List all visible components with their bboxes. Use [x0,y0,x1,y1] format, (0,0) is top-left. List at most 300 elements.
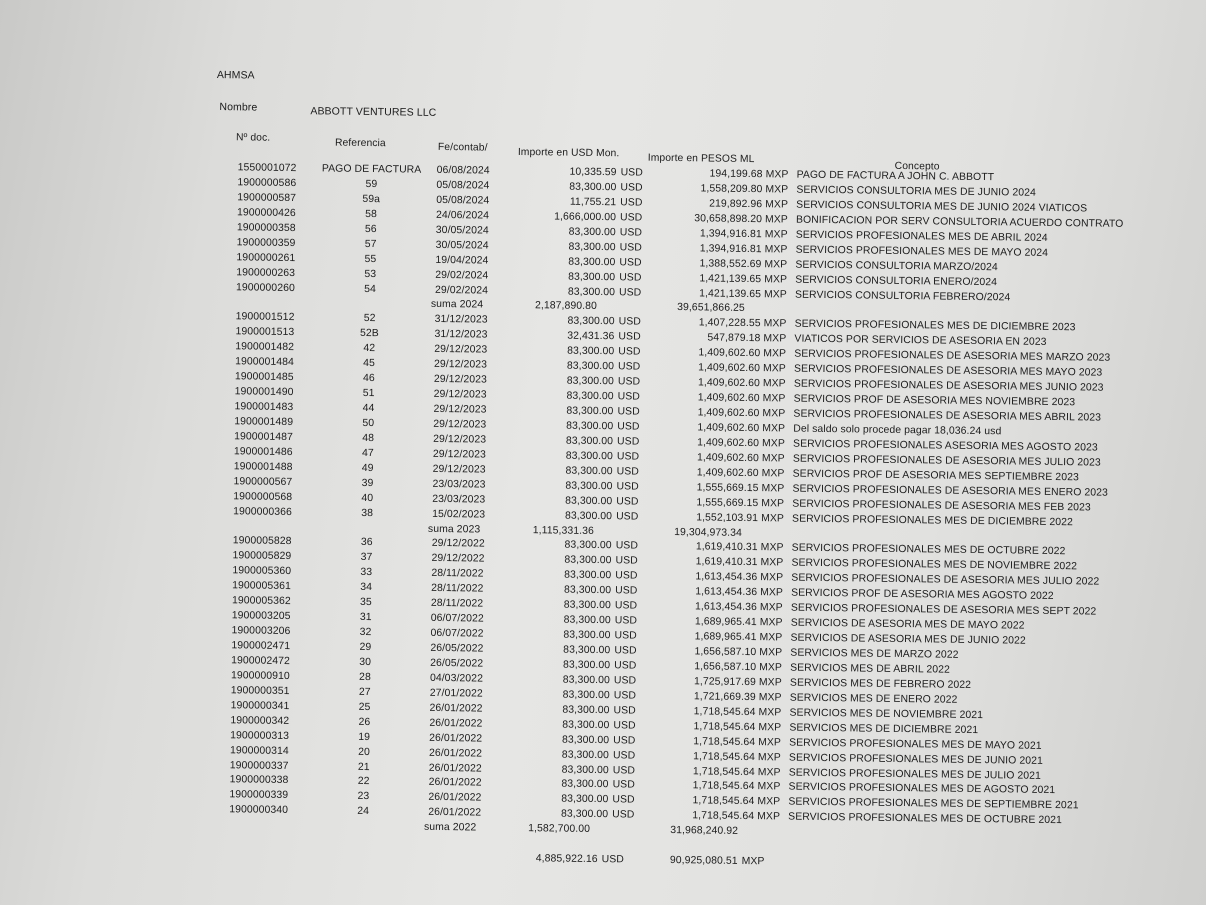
currency-mxp-cell: MXP [760,557,784,569]
amount-pesos-cell: 1,613,454.36 [694,601,757,614]
currency-usd-cell: USD [618,346,641,358]
amount-usd-cell: 83,300.00 [566,420,614,433]
amount-pesos-cell: 1,394,916.81 [699,228,762,240]
posting-date-cell: 06/07/2022 [430,612,484,625]
concepto-cell: SERVICIOS PROFESIONALES DE ASESORIA MES JULIO 2023 [792,453,1101,469]
name-value: ABBOTT VENTURES LLC [310,105,437,119]
posting-date-cell: 27/01/2022 [429,687,483,700]
amount-usd-cell: 83,300.00 [561,764,609,776]
currency-usd-cell: USD [619,271,642,284]
name-label: Nombre [219,101,258,114]
amount-usd-cell: 83,300.00 [563,614,611,627]
currency-mxp-cell: MXP [762,438,785,450]
currency-usd-cell: USD [613,690,637,702]
posting-date-cell: 28/11/2022 [431,568,484,580]
reference-cell: PAGO DE FACTURA [321,163,422,176]
doc-number-cell: 1900000568 [233,490,293,503]
amount-pesos-cell: 1,721,669.39 [693,691,756,703]
concepto-cell: SERVICIOS PROFESIONALES DE ASESORIA MES SEPT 2022 [790,602,1097,618]
amount-usd-cell: 83,300.00 [569,181,617,194]
currency-usd-cell: USD [618,316,641,328]
doc-number-cell: 1900000263 [236,266,296,279]
currency-mxp-cell: MXP [761,482,785,495]
amount-pesos-cell: 1,718,545.64 [692,810,755,823]
posting-date-cell: 26/01/2022 [428,807,482,819]
amount-usd-cell: 83,300.00 [564,554,612,567]
amount-pesos-cell: 1,718,545.64 [693,706,756,718]
reference-cell: 48 [362,432,375,444]
amount-pesos-cell: 1,409,602.60 [698,347,761,360]
amount-pesos-cell: 1,725,917.69 [694,676,757,688]
reference-cell: 22 [357,776,370,788]
amount-pesos-cell: 1,689,965.41 [694,616,757,629]
concepto-cell: SERVICIOS PROF DE ASESORIA MES SEPTIEMBRE 2023 [792,468,1079,484]
amount-usd-cell: 83,300.00 [561,749,610,761]
currency-mxp-cell: MXP [760,572,784,584]
amount-usd-cell: 83,300.00 [560,808,609,821]
amount-usd-cell: 83,300.00 [561,779,609,791]
currency-usd-cell: USD [613,719,636,732]
concepto-cell: SERVICIOS PROFESIONALES DE ASESORIA MES ENERO 2023 [792,483,1109,499]
doc-number-cell: 1550001072 [237,162,297,175]
reference-cell: 31 [359,612,372,624]
currency-mxp-cell: MXP [763,348,787,360]
currency-mxp-cell: MXP [764,273,788,286]
concepto-cell: SERVICIOS MES DE ABRIL 2022 [790,662,950,676]
concepto-cell: SERVICIOS PROFESIONALES DE ASESORIA MES JUNIO 2023 [793,378,1104,394]
amount-pesos-cell: 1,656,587.10 [694,661,757,674]
doc-number-cell: 1900000260 [236,281,295,294]
reference-cell: 57 [364,238,377,250]
column-header-fecha: Fe/contab/ [437,141,488,154]
reference-cell: 52 [363,313,376,325]
reference-cell: 24 [357,806,370,818]
doc-number-cell: 1900000342 [230,714,290,727]
doc-number-cell: 1900000313 [230,729,290,742]
currency-mxp-cell: MXP [761,512,784,525]
doc-number-cell: 1900005828 [232,535,292,548]
amount-pesos-cell: 1,558,209.80 [700,183,763,196]
concepto-cell: SERVICIOS CONSULTORIA ENERO/2024 [795,274,998,288]
currency-usd-cell: USD [616,466,640,478]
reference-cell: 27 [358,686,371,698]
reference-cell: 39 [361,477,374,489]
subtotal-label: suma 2024 [430,299,484,311]
posting-date-cell: 19/04/2024 [435,254,489,267]
amount-usd-cell: 83,300.00 [564,510,613,522]
amount-pesos-cell: 1,555,669.15 [696,496,759,509]
doc-number-cell: 1900001487 [234,431,293,443]
posting-date-cell: 29/12/2023 [433,388,487,401]
column-header-referencia: Referencia [334,137,386,150]
currency-mxp-cell: MXP [765,199,789,211]
doc-number-cell: 1900005361 [232,580,292,593]
currency-usd-cell: USD [617,391,640,403]
currency-usd-cell: USD [614,615,638,627]
amount-usd-cell: 83,300.00 [561,734,610,746]
concepto-cell: SERVICIOS MES DE FEBRERO 2022 [789,677,972,691]
posting-date-cell: 05/08/2024 [436,194,490,207]
amount-usd-cell: 83,300.00 [563,644,611,657]
posting-date-cell: 26/05/2022 [430,657,484,670]
posting-date-cell: 29/12/2022 [431,538,485,550]
doc-number-cell: 1900001482 [235,341,295,354]
concepto-cell: SERVICIOS PROFESIONALES MES DE DICIEMBRE 2022 [792,513,1074,528]
concepto-cell: SERVICIOS PROFESIONALES DE ASESORIA MES ABRIL 2023 [793,408,1102,424]
amount-pesos-cell: 1,718,545.64 [692,780,755,793]
reference-cell: 53 [364,268,377,280]
amount-usd-cell: 83,300.00 [568,241,616,253]
amount-pesos-cell: 1,718,545.64 [693,720,756,733]
currency-mxp-cell: MXP [762,378,786,390]
amount-usd-cell: 83,300.00 [562,704,610,716]
ledger-table [206,162,1124,875]
concepto-cell: SERVICIOS PROF DE ASESORIA MES NOVIEMBRE 2023 [793,393,1076,409]
column-header-pesos: Importe en PESOS ML [647,152,755,166]
amount-pesos-cell: 1,718,545.64 [692,795,755,808]
doc-number-cell: 1900000340 [229,804,289,817]
doc-number-cell: 1900005362 [231,595,291,608]
reference-cell: 37 [360,552,373,564]
currency-usd-cell: USD [613,675,637,687]
doc-number-cell: 1900000586 [237,177,297,189]
amount-pesos-cell: 1,409,602.60 [697,437,760,450]
concepto-cell: SERVICIOS PROFESIONALES DE ASESORIA MES FEB 2023 [792,498,1091,514]
concepto-cell: SERVICIOS DE ASESORIA MES DE MAYO 2022 [790,617,1025,632]
posting-date-cell: 26/01/2022 [428,792,482,804]
subtotal-label: suma 2023 [427,523,481,535]
posting-date-cell: 29/12/2023 [434,344,488,356]
amount-pesos-cell: 1,394,916.81 [699,243,762,255]
concepto-cell: SERVICIOS CONSULTORIA FEBRERO/2024 [794,289,1011,303]
amount-pesos-cell: 1,407,228.55 [698,317,761,330]
amount-pesos-cell: 1,718,545.64 [692,765,755,778]
currency-mxp-cell: MXP [763,333,787,345]
doc-number-cell: 1900000358 [236,222,296,234]
amount-pesos-cell: 1,409,602.60 [696,452,759,464]
currency-usd-cell: USD [613,705,636,717]
amount-pesos-cell: 1,388,552.69 [699,257,762,270]
currency-mxp-cell: MXP [762,363,786,375]
posting-date-cell: 05/08/2024 [436,179,490,192]
currency-mxp-cell: MXP [758,677,782,689]
amount-pesos-cell: 30,658,898.20 [694,213,763,225]
subtotal-pesos: 31,968,240.92 [670,825,739,838]
amount-usd-cell: 83,300.00 [567,286,616,298]
currency-usd-cell: USD [616,495,639,508]
currency-mxp-cell: MXP [762,393,786,405]
amount-pesos-cell: 547,879.18 [707,332,761,345]
currency-usd-cell: USD [617,376,641,388]
grand-total-usd: 4,885,922.16 [535,853,598,866]
grand-total-currency-mxp: MXP [741,856,765,868]
doc-number-cell: 1900001489 [234,416,294,428]
currency-mxp-cell: MXP [760,587,784,599]
currency-mxp-cell: MXP [758,736,782,749]
subtotal-usd: 1,115,331.36 [532,524,594,537]
currency-usd-cell: USD [614,645,637,657]
doc-number-cell: 1900000359 [236,236,296,249]
currency-mxp-cell: MXP [757,781,781,793]
column-header-concepto: Concepto [894,160,940,173]
concepto-cell: SERVICIOS PROFESIONALES ASESORIA MES AGOSTO 2023 [793,438,1098,454]
doc-number-cell: 1900001512 [235,311,295,324]
subtotal-usd: 2,187,890.80 [534,300,597,313]
currency-mxp-cell: MXP [764,258,788,271]
amount-pesos-cell: 1,619,410.31 [695,541,758,554]
doc-number-cell: 1900000261 [236,251,296,264]
currency-mxp-cell: MXP [757,811,781,823]
amount-usd-cell: 83,300.00 [565,450,613,463]
amount-usd-cell: 83,300.00 [567,315,615,328]
posting-date-cell: 30/05/2024 [435,239,489,252]
reference-cell: 47 [361,447,374,459]
reference-cell: 50 [362,417,375,430]
posting-date-cell: 23/03/2023 [432,493,486,506]
amount-pesos-cell: 1,409,602.60 [697,407,760,420]
amount-usd-cell: 11,755.21 [569,196,617,209]
currency-usd-cell: USD [612,794,635,806]
currency-usd-cell: USD [619,241,642,254]
reference-cell: 49 [361,462,374,474]
currency-mxp-cell: MXP [761,497,785,510]
subtotal-pesos: 19,304,973.34 [674,526,742,539]
reference-cell: 45 [363,358,376,370]
doc-number-cell: 1900003205 [231,610,291,623]
concepto-cell: SERVICIOS PROF DE ASESORIA MES AGOSTO 2022 [791,587,1054,603]
concepto-cell: BONIFICACION POR SERV CONSULTORIA ACUERDO CONTRATO [795,214,1124,230]
posting-date-cell: 26/01/2022 [428,762,482,775]
currency-usd-cell: USD [614,600,638,612]
posting-date-cell: 15/02/2023 [432,508,486,521]
currency-usd-cell: USD [612,779,635,791]
amount-usd-cell: 83,300.00 [564,569,612,582]
concepto-cell: SERVICIOS CONSULTORIA MES DE JUNIO 2024 [796,184,1036,199]
posting-date-cell: 29/12/2023 [433,433,487,446]
concepto-cell: SERVICIOS PROFESIONALES MES DE DICIEMBRE 2023 [794,318,1076,334]
amount-usd-cell: 83,300.00 [562,674,611,687]
currency-usd-cell: USD [614,630,637,642]
amount-pesos-cell: 1,409,602.60 [697,392,760,405]
amount-usd-cell: 83,300.00 [565,495,613,507]
currency-mxp-cell: MXP [759,632,783,644]
posting-date-cell: 29/02/2024 [435,269,489,282]
amount-usd-cell: 83,300.00 [563,629,611,642]
amount-usd-cell: 83,300.00 [566,375,614,388]
reference-cell: 40 [361,492,374,504]
reference-cell: 33 [360,567,373,579]
amount-usd-cell: 1,666,000.00 [554,211,617,224]
concepto-cell: VIATICOS POR SERVICIOS DE ASESORIA EN 2023 [794,333,1047,349]
doc-number-cell: 1900003206 [231,625,291,638]
posting-date-cell: 26/01/2022 [429,717,483,730]
concepto-cell: SERVICIOS PROFESIONALES DE ASESORIA MES MAYO 2023 [793,363,1103,379]
amount-usd-cell: 83,300.00 [566,405,614,418]
doc-number-cell: 1900001484 [235,356,294,369]
currency-usd-cell: USD [616,510,639,523]
currency-usd-cell: USD [617,406,640,418]
currency-usd-cell: USD [617,361,641,373]
amount-pesos-cell: 1,421,139.65 [699,272,762,285]
currency-usd-cell: USD [618,331,641,343]
amount-pesos-cell: 1,552,103.91 [696,511,759,524]
currency-mxp-cell: MXP [763,318,787,330]
currency-mxp-cell: MXP [760,542,784,554]
amount-usd-cell: 83,300.00 [566,360,615,373]
statement-document [216,64,1124,868]
currency-usd-cell: USD [619,227,643,239]
reference-cell: 19 [358,731,371,743]
reference-cell: 35 [359,597,372,609]
currency-usd-cell: USD [620,182,643,194]
concepto-cell: SERVICIOS CONSULTORIA MARZO/2024 [795,259,998,273]
posting-date-cell: 29/12/2022 [431,553,485,565]
subtotal-pesos: 39,651,866.25 [677,302,745,315]
concepto-cell: PAGO DE FACTURA A JOHN C. ABBOTT [796,169,995,184]
amount-usd-cell: 83,300.00 [565,465,613,477]
amount-usd-cell: 83,300.00 [562,689,610,702]
posting-date-cell: 29/12/2023 [433,403,487,416]
currency-usd-cell: USD [615,585,638,597]
currency-mxp-cell: MXP [764,214,788,226]
reference-cell: 38 [361,507,374,519]
reference-cell: 46 [362,373,375,385]
doc-number-cell: 1900001483 [234,401,294,414]
posting-date-cell: 29/12/2023 [432,448,486,461]
posting-date-cell: 29/12/2023 [433,418,487,431]
amount-pesos-cell: 1,656,587.10 [694,646,757,659]
doc-number-cell: 1900001486 [233,446,293,458]
concepto-cell: SERVICIOS PROFESIONALES MES DE NOVIEMBRE 2022 [791,557,1078,573]
amount-pesos-cell: 1,718,545.64 [693,735,756,748]
currency-usd-cell: USD [620,197,643,209]
grand-total-pesos: 90,925,080.51 [669,855,738,868]
amount-pesos-cell: 1,555,669.15 [696,482,759,494]
doc-number-cell: 1900001488 [233,461,293,473]
posting-date-cell: 29/12/2023 [432,463,486,476]
amount-pesos-cell: 1,619,410.31 [695,556,758,569]
amount-usd-cell: 83,300.00 [561,793,609,806]
currency-mxp-cell: MXP [762,423,786,435]
doc-number-cell: 1900005360 [232,565,292,578]
currency-mxp-cell: MXP [759,662,783,674]
amount-usd-cell: 83,300.00 [562,659,611,672]
subtotal-usd: 1,582,700.00 [528,823,591,836]
currency-mxp-cell: MXP [757,751,781,764]
currency-usd-cell: USD [614,660,637,672]
currency-usd-cell: USD [617,436,640,448]
reference-cell: 55 [364,253,377,265]
currency-usd-cell: USD [619,212,643,224]
reference-cell: 44 [362,402,375,415]
doc-number-cell: 1900000341 [230,699,290,712]
amount-usd-cell: 32,431.36 [567,330,615,343]
amount-usd-cell: 83,300.00 [568,226,616,238]
concepto-cell: SERVICIOS MES DE DICIEMBRE 2021 [789,722,979,736]
currency-mxp-cell: MXP [761,452,785,465]
amount-pesos-cell: 1,409,602.60 [696,467,759,479]
concepto-cell: Del saldo solo procede pagar 18,036.24 usd [793,423,1002,438]
amount-usd-cell: 83,300.00 [567,345,615,358]
currency-usd-cell: USD [613,734,636,747]
currency-usd-cell: USD [615,555,638,567]
currency-usd-cell: USD [616,451,640,463]
doc-number-cell: 1900000426 [236,207,296,219]
currency-mxp-cell: MXP [764,243,788,256]
amount-pesos-cell: 1,409,602.60 [697,422,760,435]
currency-usd-cell: USD [615,570,638,582]
reference-cell: 25 [358,701,371,713]
posting-date-cell: 26/01/2022 [429,702,483,715]
currency-usd-cell: USD [616,480,639,493]
reference-cell: 20 [358,746,370,758]
amount-usd-cell: 10,335.59 [569,166,617,179]
currency-mxp-cell: MXP [759,617,783,629]
doc-number-cell: 1900002471 [231,640,291,653]
column-header-usd: Importe en USD Mon. [517,146,620,160]
currency-mxp-cell: MXP [759,647,783,659]
doc-number-cell: 1900000587 [237,192,297,204]
currency-mxp-cell: MXP [764,228,788,241]
amount-usd-cell: 83,300.00 [563,599,612,612]
amount-usd-cell: 83,300.00 [563,584,612,597]
posting-date-cell: 06/07/2022 [430,627,484,640]
grand-total-currency-usd: USD [601,854,624,866]
company-name: AHMSA [216,69,255,82]
concepto-cell: SERVICIOS PROFESIONALES MES DE SEPTIEMBRE 2021 [788,796,1079,812]
currency-mxp-cell: MXP [758,721,782,734]
currency-usd-cell: USD [619,256,642,269]
doc-number-cell: 1900001485 [234,371,294,384]
currency-mxp-cell: MXP [758,706,782,719]
posting-date-cell: 24/06/2024 [435,209,490,222]
reference-cell: 51 [362,388,375,400]
concepto-cell: SERVICIOS CONSULTORIA MES DE JUNIO 2024 VIATICOS [796,199,1088,215]
reference-cell: 36 [360,537,373,549]
currency-mxp-cell: MXP [758,691,782,704]
posting-date-cell: 29/12/2023 [433,374,487,386]
concepto-cell: SERVICIOS PROFESIONALES DE ASESORIA MES JULIO 2022 [791,572,1100,588]
reference-cell: 54 [364,283,377,295]
concepto-cell: SERVICIOS MES DE ENERO 2022 [789,692,958,706]
subtotal-label: suma 2022 [423,822,477,834]
currency-usd-cell: USD [620,167,643,179]
posting-date-cell: 26/01/2022 [428,747,483,760]
amount-usd-cell: 83,300.00 [565,480,613,492]
concepto-cell: SERVICIOS MES DE MARZO 2022 [790,647,959,661]
currency-mxp-cell: MXP [765,184,789,196]
reference-cell: 56 [364,223,377,235]
concepto-cell: SERVICIOS DE ASESORIA MES DE JUNIO 2022 [790,632,1026,647]
concepto-cell: SERVICIOS PROFESIONALES MES DE JUNIO 2021 [788,752,1043,767]
amount-usd-cell: 83,300.00 [568,256,616,268]
doc-number-cell: 1900001513 [235,326,295,339]
currency-usd-cell: USD [618,286,642,299]
posting-date-cell: 28/11/2022 [431,583,484,595]
posting-date-cell: 26/05/2022 [430,642,484,655]
concepto-cell: SERVICIOS PROFESIONALES MES DE MAYO 2024 [795,244,1049,259]
currency-usd-cell: USD [615,540,639,553]
doc-number-cell: 1900000314 [229,744,289,757]
currency-mxp-cell: MXP [763,288,787,300]
amount-pesos-cell: 1,613,454.36 [695,571,758,584]
currency-usd-cell: USD [612,749,636,762]
amount-pesos-cell: 194,199.68 [709,168,763,181]
amount-pesos-cell: 1,718,545.64 [693,750,756,763]
concepto-cell: SERVICIOS PROFESIONALES MES DE OCTUBRE 2022 [791,543,1066,558]
doc-number-cell: 1900000338 [229,774,289,787]
doc-number-cell: 1900000567 [233,475,293,488]
